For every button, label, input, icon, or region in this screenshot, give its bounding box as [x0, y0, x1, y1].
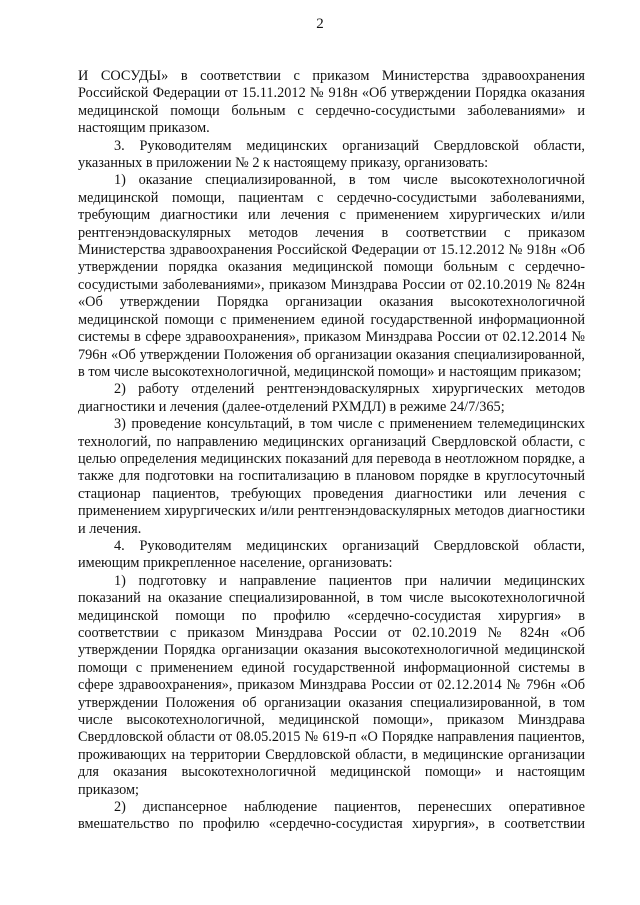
paragraph-continuation: И СОСУДЫ» в соответствии с приказом Министерства здравоохранения Российской Федерации от 15.11.2012 № 918н «Об утверждении Порядка оказания медицинской помощи больным с сердечно-сосудистыми заболеваниями» и настоящим приказом.	[78, 68, 585, 137]
paragraph-item-3-2: 2) работу отделений рентгенэндоваскулярных хирургических методов диагностики и лечения (далее-отделений РХМДЛ) в режиме 24/7/365;	[78, 381, 585, 415]
document-body	[78, 68, 585, 834]
page-number: 2	[316, 16, 324, 32]
paragraph-item-4-2: 2) диспансерное наблюдение пациентов, перенесших оперативное вмешательство по профилю «сердечно-сосудистая хирургия», в соответствии	[78, 799, 585, 833]
paragraph-item-3-1: 1) оказание специализированной, в том числе высокотехнологичной медицинской помощи, пациентам с сердечно-сосудистыми заболеваниями, требующим диагностики или лечения с применением хирургических и/или рентгенэндоваскулярных методов лечения в соответствии с приказом Министерства здравоохранения Российской Федерации от 15.12.2012 № 918н «Об утверждении порядка оказания медицинской помощи больным с сердечно-сосудистыми заболеваниями», приказом Минздрава России от 02.10.2019 № 824н «Об утверждении Порядка организации оказания высокотехнологичной медицинской помощи с применением единой государственной информационной системы в сфере здравоохранения», приказом Минздрава России от 02.12.2014 № 796н «Об утверждении Положения об организации оказания специализированной, в том числе высокотехнологичной, медицинской помощи» и настоящим приказом;	[78, 172, 585, 380]
paragraph-item-4: 4. Руководителям медицинских организаций Свердловской области, имеющим прикрепленное население, организовать:	[78, 537, 585, 572]
paragraph-item-3: 3. Руководителям медицинских организаций Свердловской области, указанных в приложении № 2 к настоящему приказу, организовать:	[78, 137, 585, 172]
paragraph-item-4-1: 1) подготовку и направление пациентов при наличии медицинских показаний на оказание специализированной, в том числе высокотехнологичной медицинской помощи по профилю «сердечно-сосудистая хирургия» в соответствии с приказом Минздрава России от 02.10.2019 № 824н «Об утверждении Порядка организации оказания высокотехнологичной медицинской помощи с применением единой государственной информационной системы в сфере здравоохранения», приказом Минздрава России от 02.12.2014 № 796н «Об утверждении Положения об организации оказания специализированной, в том числе высокотехнологичной, медицинской помощи», приказом Минздрава Свердловской области от 08.05.2015 № 619-п «О Порядке направления пациентов, проживающих на территории Свердловской области, в медицинские организации для оказания высокотехнологичной медицинской помощи» и настоящим приказом;	[78, 572, 585, 798]
paragraph-item-3-3: 3) проведение консультаций, в том числе с применением телемедицинских технологий, по направлению медицинских организаций Свердловской области, с целью определения медицинских показаний для перевода в неотложном порядке, а также для подготовки на госпитализацию в плановом порядке в круглосуточный стационар пациентов, требующих проведения диагностики или лечения с применением хирургических и/или рентгенэндоваскулярных методов диагностики и лечения.	[78, 416, 585, 537]
